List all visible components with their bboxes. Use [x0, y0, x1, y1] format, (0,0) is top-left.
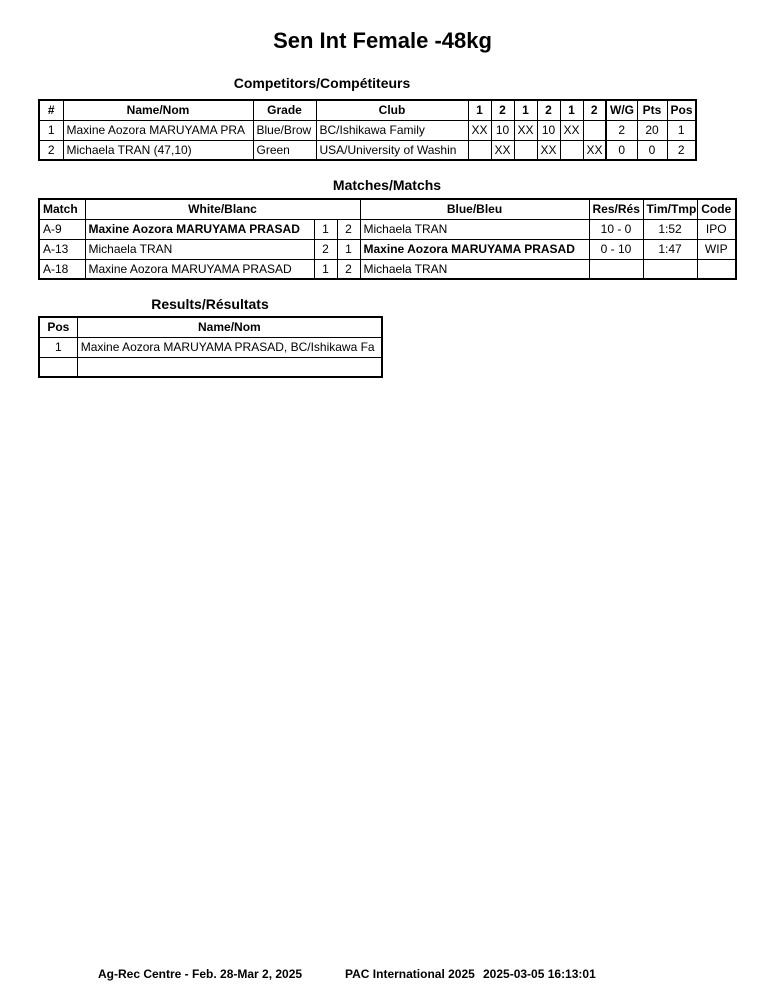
white-number: 1 [314, 259, 337, 279]
blue-competitor: Michaela TRAN [360, 219, 589, 239]
match-result: 10 - 0 [589, 219, 643, 239]
position: 1 [667, 120, 696, 140]
col-header: Blue/Bleu [360, 199, 589, 219]
round-score: 10 [537, 120, 560, 140]
table-row [39, 120, 696, 140]
col-header: 1 [514, 100, 537, 120]
points: 0 [637, 140, 667, 160]
result-position: 1 [39, 337, 77, 357]
round-score [560, 140, 583, 160]
col-header: White/Blanc [85, 199, 360, 219]
competitor-grade: Blue/Brow [253, 120, 316, 140]
competitor-name: Maxine Aozora MARUYAMA PRA [63, 120, 253, 140]
match-id: A-13 [39, 239, 85, 259]
match-code: IPO [697, 219, 736, 239]
white-competitor: Michaela TRAN [85, 239, 314, 259]
match-time: 1:52 [643, 219, 697, 239]
matches-table [38, 198, 737, 280]
footer-venue: Ag-Rec Centre - Feb. 28-Mar 2, 2025 [98, 967, 303, 981]
competitor-name: Michaela TRAN (47,10) [63, 140, 253, 160]
match-code: WIP [697, 239, 736, 259]
competitors-table [38, 99, 697, 161]
blue-competitor: Maxine Aozora MARUYAMA PRASAD [360, 239, 589, 259]
col-header: Pts [637, 100, 667, 120]
round-score: XX [491, 140, 514, 160]
matches-header-row [39, 199, 736, 219]
result-name [77, 357, 382, 377]
round-score [583, 120, 606, 140]
table-row [39, 357, 382, 377]
position: 2 [667, 140, 696, 160]
col-header: 2 [583, 100, 606, 120]
result-position [39, 357, 77, 377]
result-name: Maxine Aozora MARUYAMA PRASAD, BC/Ishikawa Fa [77, 337, 382, 357]
competitor-number: 2 [39, 140, 63, 160]
col-header: Name/Nom [77, 317, 382, 337]
col-header: 1 [468, 100, 491, 120]
match-time: 1:47 [643, 239, 697, 259]
round-score: XX [583, 140, 606, 160]
col-header: Match [39, 199, 85, 219]
match-result [589, 259, 643, 279]
col-header: Tim/Tmp [643, 199, 697, 219]
competitor-grade: Green [253, 140, 316, 160]
points: 20 [637, 120, 667, 140]
match-time [643, 259, 697, 279]
col-header: 2 [491, 100, 514, 120]
match-result: 0 - 10 [589, 239, 643, 259]
blue-number: 2 [337, 259, 360, 279]
table-row [39, 219, 736, 239]
matches-heading: Matches/Matchs [332, 177, 442, 193]
results-heading: Results/Résultats [151, 296, 269, 312]
col-header: Club [316, 100, 468, 120]
round-score: XX [468, 120, 491, 140]
col-header: W/G [606, 100, 637, 120]
round-score: XX [537, 140, 560, 160]
results-table [38, 316, 383, 378]
wins: 2 [606, 120, 637, 140]
white-number: 1 [314, 219, 337, 239]
match-id: A-9 [39, 219, 85, 239]
col-header: # [39, 100, 63, 120]
round-score: XX [514, 120, 537, 140]
col-header: 2 [537, 100, 560, 120]
round-score [514, 140, 537, 160]
competitors-header-row [39, 100, 696, 120]
blue-competitor: Michaela TRAN [360, 259, 589, 279]
blue-number: 2 [337, 219, 360, 239]
blue-number: 1 [337, 239, 360, 259]
results-header-row [39, 317, 382, 337]
col-header: 1 [560, 100, 583, 120]
round-score: XX [560, 120, 583, 140]
round-score [468, 140, 491, 160]
wins: 0 [606, 140, 637, 160]
match-id: A-18 [39, 259, 85, 279]
white-number: 2 [314, 239, 337, 259]
col-header: Code [697, 199, 736, 219]
competitors-heading: Competitors/Compétiteurs [233, 75, 411, 91]
col-header: Grade [253, 100, 316, 120]
col-header: Name/Nom [63, 100, 253, 120]
table-row [39, 239, 736, 259]
competitor-number: 1 [39, 120, 63, 140]
col-header: Pos [39, 317, 77, 337]
round-score: 10 [491, 120, 514, 140]
table-row [39, 140, 696, 160]
white-competitor: Maxine Aozora MARUYAMA PRASAD [85, 259, 314, 279]
match-code [697, 259, 736, 279]
footer-timestamp: 2025-03-05 16:13:01 [483, 967, 596, 981]
competitor-club: USA/University of Washin [316, 140, 468, 160]
white-competitor: Maxine Aozora MARUYAMA PRASAD [85, 219, 314, 239]
table-row [39, 337, 382, 357]
competitor-club: BC/Ishikawa Family [316, 120, 468, 140]
col-header: Res/Rés [589, 199, 643, 219]
col-header: Pos [667, 100, 696, 120]
page-title: Sen Int Female -48kg [273, 28, 492, 53]
footer-event: PAC International 2025 [345, 967, 475, 981]
table-row [39, 259, 736, 279]
